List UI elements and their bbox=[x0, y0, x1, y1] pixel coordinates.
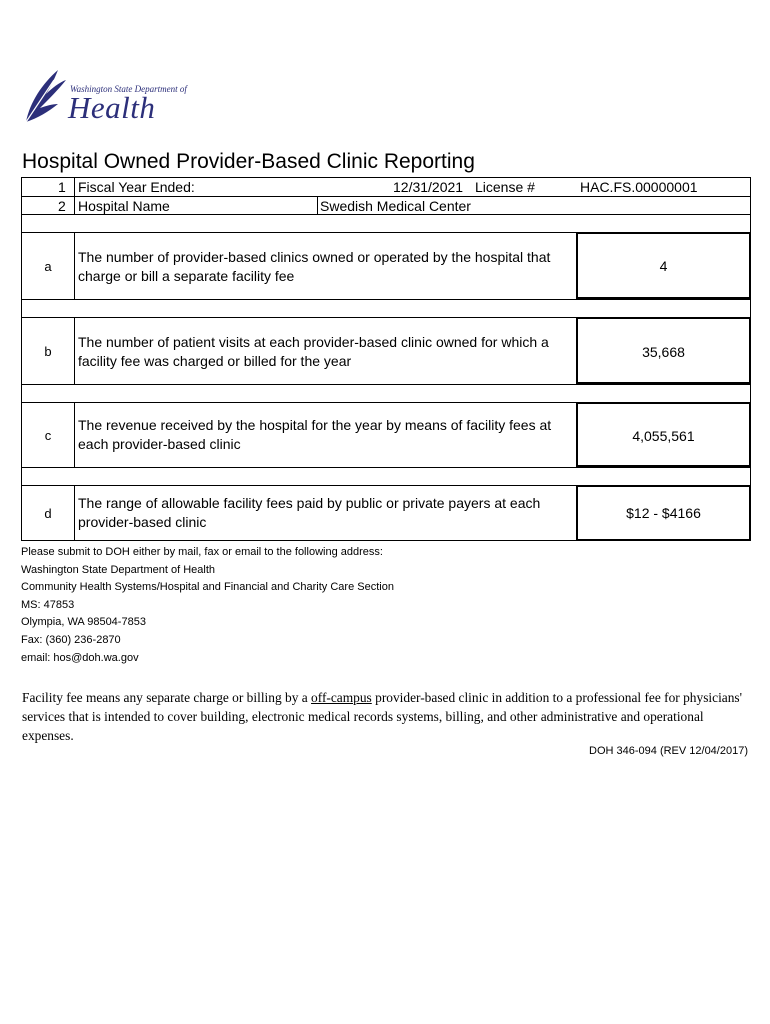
fiscal-year-label: Fiscal Year Ended: bbox=[78, 179, 195, 195]
table-rule bbox=[317, 196, 318, 214]
hospital-name-label: Hospital Name bbox=[78, 198, 170, 214]
submission-intro: Please submit to DOH either by mail, fax or email to the following address: bbox=[21, 546, 383, 558]
item-question: The range of allowable facility fees paid by public or private payers at each provider-based clinic bbox=[78, 495, 541, 530]
item-letter: b bbox=[44, 344, 52, 359]
definition-text-start: Facility fee means any separate charge or billing by a bbox=[22, 690, 312, 705]
address-line: Washington State Department of Health bbox=[21, 564, 216, 576]
table-rule bbox=[74, 402, 75, 467]
table-rule bbox=[21, 299, 751, 300]
item-letter: c bbox=[44, 428, 52, 443]
item-answer: 35,668 bbox=[642, 344, 685, 360]
address-line: Olympia, WA 98504-7853 bbox=[21, 616, 146, 628]
license-label: License # bbox=[475, 179, 535, 195]
table-rule bbox=[750, 177, 751, 232]
table-rule bbox=[21, 177, 751, 178]
email-line: email: hos@doh.wa.gov bbox=[21, 652, 139, 664]
license-value: HAC.FS.00000001 bbox=[580, 179, 698, 195]
table-rule bbox=[750, 299, 751, 317]
item-question: The number of provider-based clinics owned or operated by the hospital that charge or bill a separate facility fee bbox=[78, 249, 551, 284]
table-rule bbox=[21, 196, 751, 197]
item-answer: 4 bbox=[659, 258, 668, 274]
table-rule bbox=[750, 467, 751, 485]
hospital-name-value: Swedish Medical Center bbox=[320, 198, 471, 214]
table-rule bbox=[21, 384, 751, 385]
table-rule bbox=[750, 384, 751, 402]
item-question: The number of patient visits at each provider-based clinic owned for which a facility fee was charged or billed for the year bbox=[78, 334, 549, 369]
row-number: 1 bbox=[58, 179, 66, 195]
item-letter: d bbox=[44, 506, 52, 521]
table-rule bbox=[74, 317, 75, 384]
item-answer: $12 - $4166 bbox=[626, 505, 701, 521]
table-rule bbox=[21, 214, 751, 215]
table-rule bbox=[21, 467, 751, 468]
table-rule bbox=[21, 177, 22, 541]
table-rule bbox=[74, 177, 75, 214]
item-question: The revenue received by the hospital for the year by means of facility fees at each provider-based clinic bbox=[78, 417, 552, 452]
definition-text-end: provider-based clinic in addition to a professional fee for physicians' services that is intended to cover building, electronic medical records systems, billing, and other administrative and operational expenses. bbox=[22, 690, 743, 743]
fiscal-year-value: 12/31/2021 bbox=[393, 179, 464, 195]
item-answer: 4,055,561 bbox=[632, 428, 695, 444]
form-id: DOH 346-094 (REV 12/04/2017) bbox=[589, 745, 748, 757]
table-rule bbox=[74, 485, 75, 540]
definition-underlined-term: off-campus bbox=[311, 690, 372, 705]
table-rule bbox=[21, 540, 576, 541]
address-line: Community Health Systems/Hospital and Financial and Charity Care Section bbox=[21, 581, 394, 593]
logo-name-text: Health bbox=[68, 90, 156, 125]
fax-line: Fax: (360) 236-2870 bbox=[21, 634, 121, 646]
item-letter: a bbox=[44, 259, 52, 274]
logo-agency-text: Washington State Department of bbox=[70, 84, 187, 94]
facility-fee-definition bbox=[22, 688, 752, 745]
row-number: 2 bbox=[58, 198, 66, 214]
address-line: MS: 47853 bbox=[21, 599, 75, 611]
table-rule bbox=[74, 232, 75, 299]
page-title: Hospital Owned Provider-Based Clinic Reporting bbox=[22, 150, 475, 173]
